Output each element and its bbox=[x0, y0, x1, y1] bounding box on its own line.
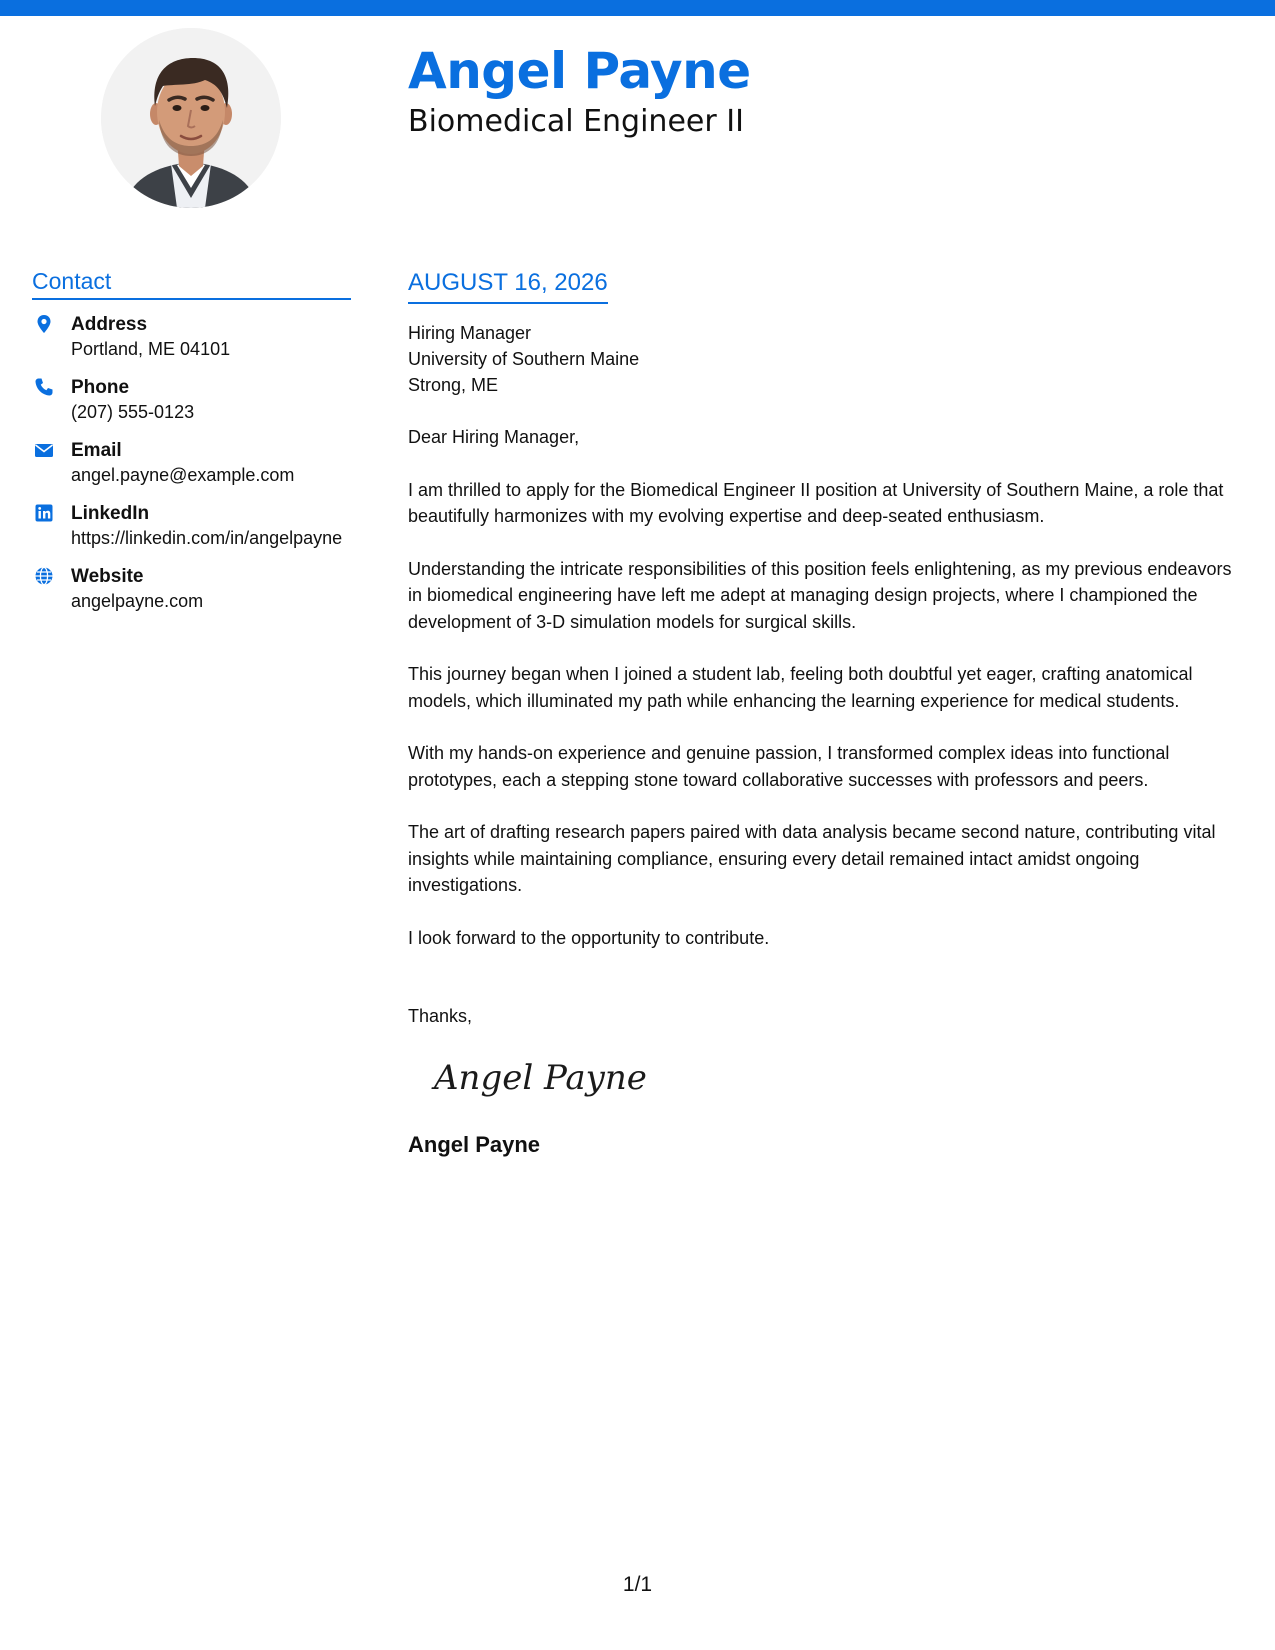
recipient-organization: University of Southern Maine bbox=[408, 349, 640, 369]
linkedin-value[interactable]: https://linkedin.com/in/angelpayne bbox=[71, 528, 343, 548]
contact-heading: Contact bbox=[32, 266, 351, 300]
signature-lettering: Angel Payne bbox=[434, 1058, 647, 1098]
phone-icon bbox=[34, 377, 54, 397]
letter-paragraph: Understanding the intricate responsibilities of this position feels enlightening, as my previous endeavors in biomedical engineering have left me adept at managing design projects, where I championed the development of 3-D simulation models for surgical skills. bbox=[408, 558, 1232, 632]
contact-item-linkedin bbox=[32, 501, 351, 551]
profile-photo bbox=[101, 28, 281, 208]
letter-paragraph: I am thrilled to apply for the Biomedical Engineer II position at University of Southern Maine, a role that beautifully harmonizes with my evolving expertise and deep-seated enthusiasm. bbox=[408, 479, 1224, 526]
handwritten-signature bbox=[428, 1047, 668, 1107]
website-value[interactable]: angelpayne.com bbox=[71, 591, 204, 611]
letter-body bbox=[408, 266, 1236, 1159]
closing: Thanks, bbox=[408, 1006, 473, 1026]
letter-paragraph: The art of drafting research papers paired with data analysis became second nature, contributing vital insights while maintaining compliance, ensuring every detail remained intact amidst ongoing investigations. bbox=[408, 822, 1216, 895]
letter-date: AUGUST 16, 2026 bbox=[408, 266, 608, 304]
page-number: 1/1 bbox=[622, 1573, 653, 1596]
contact-label: Address bbox=[71, 314, 148, 335]
globe-icon bbox=[34, 566, 54, 586]
contact-item-website bbox=[32, 564, 351, 614]
letter-paragraph: I look forward to the opportunity to contribute. bbox=[408, 927, 770, 948]
contact-label: Website bbox=[71, 566, 144, 587]
recipient-title: Hiring Manager bbox=[408, 323, 532, 343]
phone-value: (207) 555-0123 bbox=[71, 402, 195, 422]
contact-label: Phone bbox=[71, 377, 130, 398]
contact-label: Email bbox=[71, 440, 122, 461]
applicant-job-title: Biomedical Engineer II bbox=[408, 104, 744, 139]
contact-item-email bbox=[32, 438, 351, 488]
location-pin-icon bbox=[34, 314, 54, 334]
email-icon bbox=[34, 440, 54, 460]
recipient-block bbox=[408, 320, 1236, 398]
linkedin-icon bbox=[34, 503, 54, 523]
letter-paragraph: With my hands-on experience and genuine passion, I transformed complex ideas into functional prototypes, each a stepping stone toward collaborative successes with professors and peers. bbox=[408, 743, 1170, 790]
contact-item-address bbox=[32, 312, 351, 362]
signer-name: Angel Payne bbox=[408, 1132, 541, 1157]
salutation: Dear Hiring Manager, bbox=[408, 427, 580, 447]
contact-sidebar bbox=[32, 266, 351, 627]
top-accent-bar bbox=[0, 0, 1275, 16]
address-value: Portland, ME 04101 bbox=[71, 339, 231, 359]
contact-item-phone bbox=[32, 375, 351, 425]
contact-label: LinkedIn bbox=[71, 503, 150, 524]
applicant-name: Angel Payne bbox=[408, 42, 751, 100]
email-value[interactable]: angel.payne@example.com bbox=[71, 465, 295, 485]
letter-paragraph: This journey began when I joined a student lab, feeling both doubtful yet eager, crafting anatomical models, which illuminated my path while enhancing the learning experience for medical students. bbox=[408, 664, 1193, 711]
recipient-location: Strong, ME bbox=[408, 375, 499, 395]
